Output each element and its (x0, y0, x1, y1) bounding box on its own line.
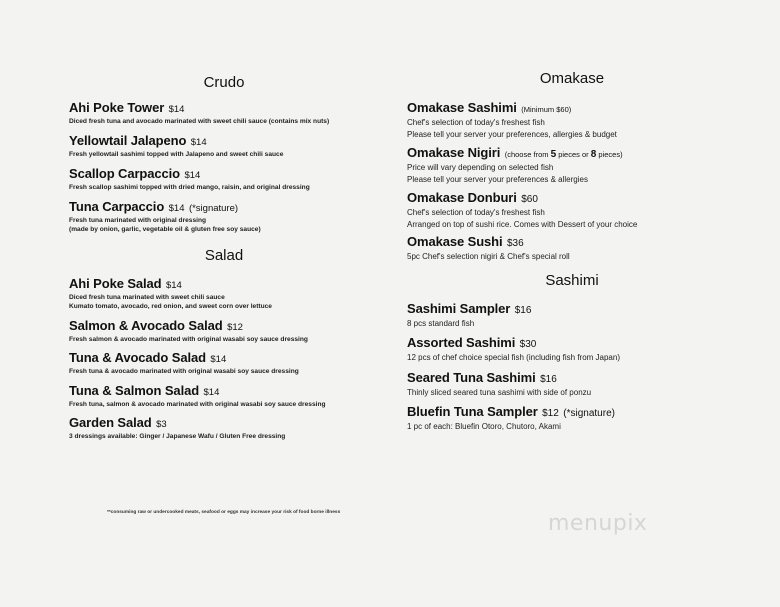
item-description: Fresh tuna & avocado marinated with original wasabi soy sauce dressing (69, 368, 299, 375)
item-note: (choose from 5 pieces or 8 pieces) (504, 149, 623, 160)
section-title-crudo: Crudo (203, 74, 245, 91)
menu-item (407, 99, 737, 140)
item-description: Please tell your server your preferences & allergies (407, 174, 588, 184)
item-price: $60 (521, 194, 538, 205)
item-name: Garden Salad (69, 415, 152, 430)
section-title-sashimi: Sashimi (545, 272, 599, 289)
item-description: (made by onion, garlic, vegetable oil & gluten free soy sauce) (69, 226, 261, 233)
menu-item (69, 382, 379, 409)
item-price: $16 (514, 305, 532, 316)
menu-item (69, 349, 379, 376)
item-description: 8 pcs standard fish (407, 319, 475, 328)
item-price: $14 (184, 170, 201, 181)
menu-item (69, 275, 379, 311)
item-price: $14 (165, 280, 182, 291)
item-name: Omakase Donburi (407, 190, 517, 205)
menu-item (69, 99, 379, 126)
menu-item (407, 369, 737, 399)
item-name: Scallop Carpaccio (69, 166, 181, 181)
item-description: Fresh tuna, salmon & avocado marinated with original wasabi soy sauce dressing (69, 401, 326, 408)
item-description: 12 pcs of chef choice special fish (including fish from Japan) (407, 353, 620, 362)
item-price: $16 (540, 374, 557, 385)
item-name: Ahi Poke Tower (69, 100, 165, 115)
item-description: Fresh scallop sashimi topped with dried mango, raisin, and original dressing (69, 184, 310, 191)
menu-item (69, 132, 379, 159)
menu-item (407, 189, 737, 230)
item-price: $14 (190, 137, 207, 148)
item-name: Omakase Nigiri (407, 145, 501, 160)
item-note: (Minimum $60) (521, 105, 572, 114)
item-name: Omakase Sashimi (407, 100, 517, 115)
item-price: $14 (210, 354, 227, 365)
item-name: Bluefin Tuna Sampler (407, 404, 538, 419)
item-description: Diced fresh tuna marinated with sweet chili sauce (69, 294, 225, 301)
item-price: $14 (168, 203, 185, 214)
menu-item (407, 144, 737, 185)
menu-item (407, 300, 737, 330)
item-description: Fresh yellowtail sashimi topped with Jalapeno and sweet chili sauce (69, 151, 284, 158)
item-description: Price will vary depending on selected fish (407, 163, 554, 172)
menu-item (407, 233, 737, 263)
item-price: $3 (156, 419, 167, 430)
section-title-omakase: Omakase (539, 70, 605, 87)
item-description: Kumato tomato, avocado, red onion, and sweet corn over lettuce (69, 303, 272, 310)
item-description: 1 pc of each: Bluefin Otoro, Chutoro, Akami (407, 422, 561, 431)
item-name: Sashimi Sampler (407, 301, 511, 316)
menu-item (69, 198, 379, 234)
item-name: Tuna & Salmon Salad (69, 383, 200, 398)
menu-item (69, 165, 379, 192)
menu-item (407, 334, 737, 364)
item-price: $14 (168, 104, 185, 115)
item-name: Assorted Sashimi (407, 335, 516, 350)
item-description: Fresh salmon & avocado marinated with original wasabi soy sauce dressing (69, 336, 308, 343)
item-description: 3 dressings available: Ginger / Japanese Wafu / Gluten Free dressing (69, 433, 286, 440)
item-name: Tuna & Avocado Salad (69, 350, 206, 365)
item-description: Chef's selection of today's freshest fish (407, 208, 545, 217)
item-name: Omakase Sushi (407, 234, 503, 249)
menupix-watermark-logo: menupix (548, 511, 648, 536)
item-price: $36 (506, 238, 524, 249)
item-description: Fresh tuna marinated with original dressing (69, 217, 207, 224)
menu-item (407, 403, 737, 433)
signature-note: (*signature) (563, 408, 615, 419)
item-price: $12 (542, 408, 559, 419)
item-description: Thinly sliced seared tuna sashimi with side of ponzu (407, 388, 592, 397)
item-name: Yellowtail Jalapeno (69, 133, 187, 148)
item-name: Seared Tuna Sashimi (407, 370, 536, 385)
menu-item (69, 317, 379, 344)
signature-note: (*signature) (188, 203, 239, 214)
item-description: Please tell your server your preferences, allergies & budget (407, 129, 617, 139)
item-description: Arranged on top of sushi rice. Comes with Dessert of your choice (407, 219, 638, 229)
item-description: Diced fresh tuna and avocado marinated with sweet chili sauce (contains mix nuts) (69, 118, 330, 125)
item-price: $30 (519, 339, 537, 350)
item-price: $12 (227, 322, 243, 333)
item-description: Chef's selection of today's freshest fish (407, 118, 545, 127)
item-name: Tuna Carpaccio (69, 199, 165, 214)
menu-item (69, 414, 379, 441)
item-description: 5pc Chef's selection nigiri & Chef's special roll (407, 252, 570, 261)
section-title-salad: Salad (204, 247, 244, 264)
item-name: Ahi Poke Salad (69, 276, 162, 291)
item-name: Salmon & Avocado Salad (69, 318, 223, 333)
item-price: $14 (203, 387, 220, 398)
food-safety-disclaimer: **consuming raw or undercooked meats, seafood or eggs may increase your risk of food borne illness (107, 510, 341, 515)
